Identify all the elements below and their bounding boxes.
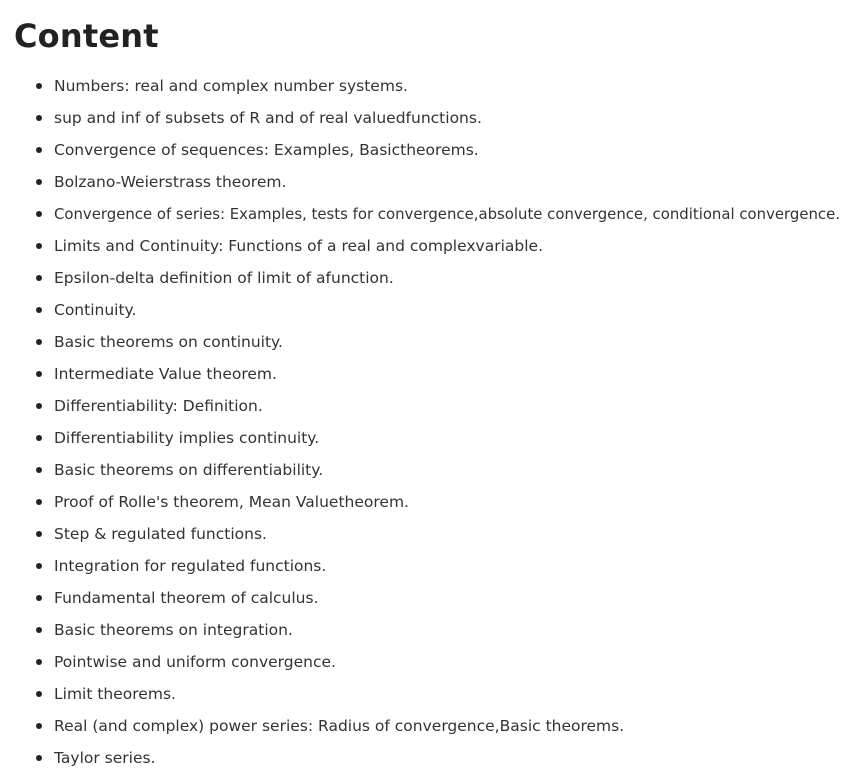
bullet-icon <box>36 115 42 121</box>
page-title: Content <box>14 17 159 55</box>
list-item-text: Basic theorems on continuity. <box>54 333 283 351</box>
bullet-icon <box>36 467 42 473</box>
bullet-icon <box>36 371 42 377</box>
list-item-text: Differentiability implies continuity. <box>54 429 320 447</box>
list-item-text: Bolzano-Weierstrass theorem. <box>54 173 287 191</box>
bullet-icon <box>36 339 42 345</box>
bullet-icon <box>36 403 42 409</box>
bullet-icon <box>36 563 42 569</box>
list-item <box>0 102 846 134</box>
list-item <box>0 454 846 486</box>
list-item <box>0 550 846 582</box>
bullet-icon <box>36 755 42 761</box>
list-item-text: Proof of Rolle's theorem, Mean Valuetheorem. <box>54 493 409 511</box>
list-item-text: Real (and complex) power series: Radius of convergence,Basic theorems. <box>54 717 625 735</box>
list-item-text: Intermediate Value theorem. <box>54 365 277 383</box>
list-item <box>0 422 846 454</box>
bullet-icon <box>36 243 42 249</box>
list-item-text: Fundamental theorem of calculus. <box>54 589 319 607</box>
list-item-text: sup and inf of subsets of R and of real valuedfunctions. <box>54 109 482 127</box>
list-item-text: Limits and Continuity: Functions of a real and complexvariable. <box>54 237 544 255</box>
list-item <box>0 198 846 230</box>
bullet-icon <box>36 659 42 665</box>
list-item <box>0 166 846 198</box>
list-item <box>0 326 846 358</box>
list-item <box>0 486 846 518</box>
list-item-text: Basic theorems on integration. <box>54 621 293 639</box>
list-item-text: Limit theorems. <box>54 685 176 703</box>
list-item-text: Numbers: real and complex number systems. <box>54 77 408 95</box>
list-item-text: Step & regulated functions. <box>54 525 267 543</box>
list-item <box>0 262 846 294</box>
list-item <box>0 70 846 102</box>
list-item-text: Epsilon-delta definition of limit of afunction. <box>54 269 394 287</box>
list-item-text: Taylor series. <box>54 749 156 767</box>
bullet-icon <box>36 147 42 153</box>
list-item <box>0 582 846 614</box>
bullet-icon <box>36 723 42 729</box>
bullet-icon <box>36 275 42 281</box>
content-list <box>0 70 846 774</box>
list-item <box>0 358 846 390</box>
bullet-icon <box>36 627 42 633</box>
list-item <box>0 230 846 262</box>
list-item <box>0 294 846 326</box>
bullet-icon <box>36 83 42 89</box>
list-item-text: Differentiability: Definition. <box>54 397 263 415</box>
bullet-icon <box>36 531 42 537</box>
bullet-icon <box>36 691 42 697</box>
list-item <box>0 134 846 166</box>
list-item <box>0 710 846 742</box>
bullet-icon <box>36 595 42 601</box>
list-item <box>0 390 846 422</box>
bullet-icon <box>36 499 42 505</box>
list-item <box>0 614 846 646</box>
bullet-icon <box>36 435 42 441</box>
list-item-text: Convergence of series: Examples, tests for convergence,absolute convergence, conditional convergence. <box>54 205 841 223</box>
list-item-text: Convergence of sequences: Examples, Basictheorems. <box>54 141 479 159</box>
bullet-icon <box>36 307 42 313</box>
list-item-text: Continuity. <box>54 301 137 319</box>
list-item <box>0 678 846 710</box>
list-item-text: Basic theorems on differentiability. <box>54 461 324 479</box>
bullet-icon <box>36 211 42 217</box>
list-item-text: Pointwise and uniform convergence. <box>54 653 336 671</box>
list-item <box>0 518 846 550</box>
list-item <box>0 742 846 774</box>
bullet-icon <box>36 179 42 185</box>
list-item-text: Integration for regulated functions. <box>54 557 327 575</box>
list-item <box>0 646 846 678</box>
